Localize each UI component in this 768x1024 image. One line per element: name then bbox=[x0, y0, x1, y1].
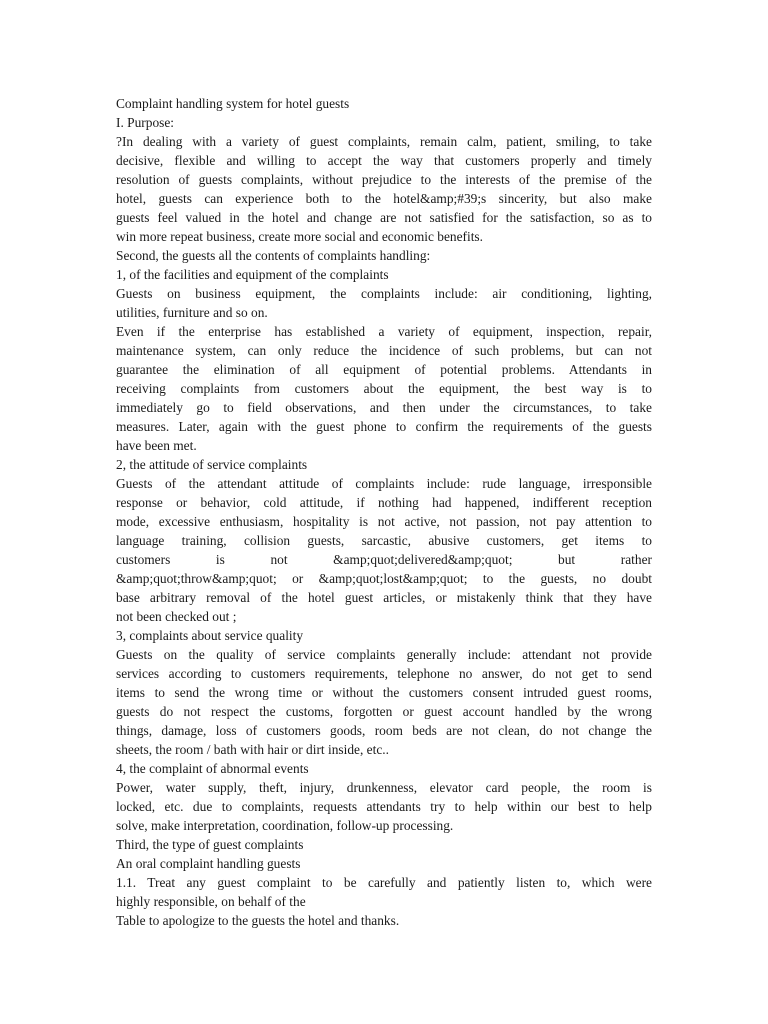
text-line: &amp;quot;throw&amp;quot; or &amp;quot;lost&amp;quot; to the guests, no doubt bbox=[116, 571, 652, 586]
text-line: locked, etc. due to complaints, requests attendants try to help within our best to help bbox=[116, 799, 652, 814]
text-line: An oral complaint handling guests bbox=[116, 856, 301, 871]
text-line: not been checked out ; bbox=[116, 609, 237, 624]
text-line: highly responsible, on behalf of the bbox=[116, 894, 306, 909]
text-line: resolution of guests complaints, without prejudice to the interests of the premise of the bbox=[116, 172, 652, 187]
text-line: mode, excessive enthusiasm, hospitality is not active, not passion, not pay attention to bbox=[116, 514, 652, 529]
text-line: Even if the enterprise has established a variety of equipment, inspection, repair, bbox=[116, 324, 652, 339]
text-line: guests feel valued in the hotel and change are not satisfied for the satisfaction, so as to bbox=[116, 210, 652, 225]
document-page bbox=[116, 94, 652, 930]
text-line: 3, complaints about service quality bbox=[116, 628, 304, 643]
text-line: measures. Later, again with the guest phone to confirm the requirements of the guests bbox=[116, 419, 652, 434]
text-line: services according to customers requirements, telephone no answer, do not get to send bbox=[116, 666, 652, 681]
text-line: maintenance system, can only reduce the incidence of such problems, but can not bbox=[116, 343, 652, 358]
text-line: Guests on the quality of service complaints generally include: attendant not provide bbox=[116, 647, 652, 662]
text-line: receiving complaints from customers about the equipment, the best way is to bbox=[116, 381, 652, 396]
text-line: language training, collision guests, sarcastic, abusive customers, get items to bbox=[116, 533, 652, 548]
text-line: Power, water supply, theft, injury, drunkenness, elevator card people, the room is bbox=[116, 780, 652, 795]
text-line: guests do not respect the customs, forgotten or guest account handled by the wrong bbox=[116, 704, 652, 719]
text-line: Second, the guests all the contents of complaints handling: bbox=[116, 248, 431, 263]
text-line: items to send the wrong time or without the customers consent intruded guest rooms, bbox=[116, 685, 652, 700]
text-line: customers is not &amp;quot;delivered&amp;quot; but rather bbox=[116, 552, 652, 567]
text-line: Complaint handling system for hotel guests bbox=[116, 96, 350, 111]
text-line: Guests on business equipment, the complaints include: air conditioning, lighting, bbox=[116, 286, 652, 301]
text-line: 4, the complaint of abnormal events bbox=[116, 761, 309, 776]
text-line: utilities, furniture and so on. bbox=[116, 305, 268, 320]
text-line: Guests of the attendant attitude of complaints include: rude language, irresponsible bbox=[116, 476, 652, 491]
text-line: have been met. bbox=[116, 438, 197, 453]
text-line: Table to apologize to the guests the hotel and thanks. bbox=[116, 913, 400, 928]
text-line: response or behavior, cold attitude, if nothing had happened, indifferent reception bbox=[116, 495, 652, 510]
text-line: guarantee the elimination of all equipment of potential problems. Attendants in bbox=[116, 362, 652, 377]
text-line: ?In dealing with a variety of guest complaints, remain calm, patient, smiling, to take bbox=[116, 134, 652, 149]
text-line: things, damage, loss of customers goods, room beds are not clean, do not change the bbox=[116, 723, 652, 738]
text-line: win more repeat business, create more social and economic benefits. bbox=[116, 229, 483, 244]
text-line: I. Purpose: bbox=[116, 115, 175, 130]
text-line: 2, the attitude of service complaints bbox=[116, 457, 308, 472]
text-line: sheets, the room / bath with hair or dirt inside, etc.. bbox=[116, 742, 389, 757]
text-line: 1, of the facilities and equipment of the complaints bbox=[116, 267, 389, 282]
text-line: immediately go to field observations, and then under the circumstances, to take bbox=[116, 400, 652, 415]
text-line: Third, the type of guest complaints bbox=[116, 837, 304, 852]
text-line: hotel, guests can experience both to the hotel&amp;#39;s sincerity, but also make bbox=[116, 191, 652, 206]
text-line: base arbitrary removal of the hotel guest articles, or mistakenly think that they have bbox=[116, 590, 652, 605]
text-line: 1.1. Treat any guest complaint to be carefully and patiently listen to, which were bbox=[116, 875, 652, 890]
text-line: decisive, flexible and willing to accept the way that customers properly and timely bbox=[116, 153, 652, 168]
text-line: solve, make interpretation, coordination, follow-up processing. bbox=[116, 818, 454, 833]
